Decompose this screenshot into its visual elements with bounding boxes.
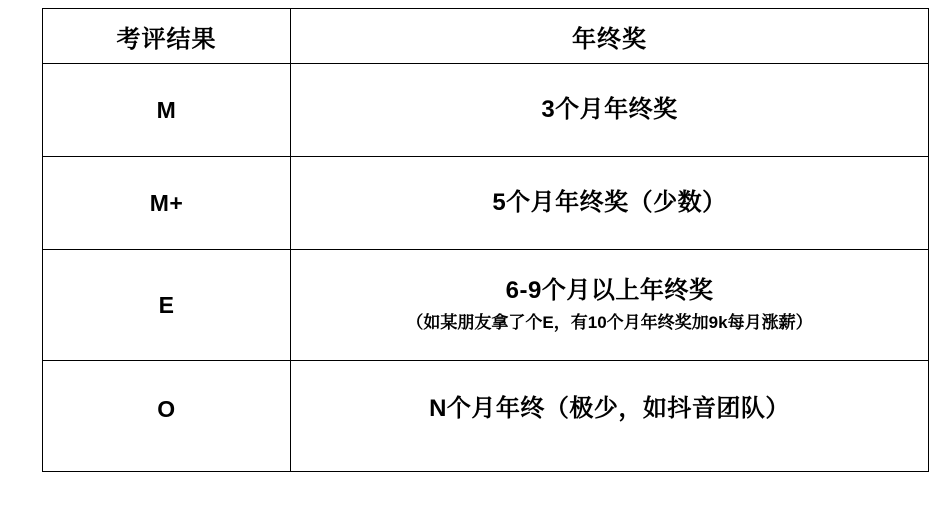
bonus-note-text: （如某朋友拿了个E，有10个月年终奖加9k每月涨薪） xyxy=(406,312,813,332)
bonus-main-text: N个月年终（极少，如抖音团队） xyxy=(429,395,790,422)
cell-grade xyxy=(43,361,291,472)
header-label-bonus: 年终奖 xyxy=(572,25,647,53)
table-header-row xyxy=(43,9,929,64)
table-row xyxy=(43,250,929,361)
table-row xyxy=(43,64,929,157)
header-cell-result xyxy=(43,9,291,64)
grade-label: M+ xyxy=(149,189,184,216)
bonus-main-text: 5个月年终奖（少数） xyxy=(492,189,727,216)
grade-label: E xyxy=(158,291,175,318)
cell-grade xyxy=(43,157,291,250)
table-row xyxy=(43,157,929,250)
table-row xyxy=(43,361,929,472)
cell-bonus xyxy=(291,361,929,472)
grade-label: O xyxy=(157,395,176,422)
cell-grade xyxy=(43,250,291,361)
header-label-result: 考评结果 xyxy=(116,25,217,53)
cell-bonus xyxy=(291,64,929,157)
header-cell-bonus xyxy=(291,9,929,64)
cell-bonus xyxy=(291,157,929,250)
performance-bonus-table xyxy=(42,8,929,472)
cell-grade xyxy=(43,64,291,157)
grade-label: M xyxy=(156,96,177,123)
bonus-main-text: 3个月年终奖 xyxy=(541,96,678,123)
cell-bonus xyxy=(291,250,929,361)
bonus-main-text: 6-9个月以上年终奖 xyxy=(505,276,714,304)
